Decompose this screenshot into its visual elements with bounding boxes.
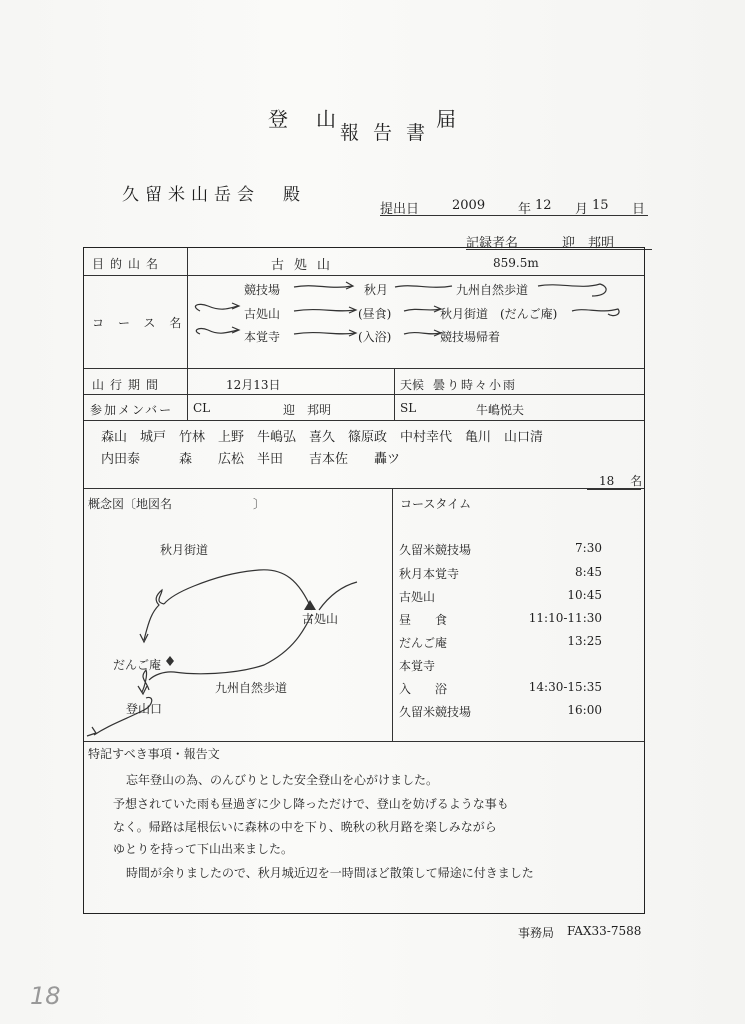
course-label: コース名 xyxy=(92,316,196,330)
members-count xyxy=(587,472,641,490)
divider xyxy=(187,248,188,420)
sl-name: 牛嶋悦夫 xyxy=(476,403,525,417)
office-label: 事務局 xyxy=(518,926,555,940)
weather-value: 曇り時々小雨 xyxy=(433,378,518,392)
coursetime-time: 10:45 xyxy=(567,588,602,602)
submission-label: 提出日 xyxy=(380,202,420,217)
course-arrows xyxy=(190,276,640,368)
weather-label: 天候 xyxy=(400,378,425,392)
recorder-name: 迎 邦明 xyxy=(562,236,615,251)
members-row: 内田泰 森 広松 半田 吉本佐 轟ツ xyxy=(101,452,401,467)
route-path xyxy=(164,570,312,610)
notes-line: 時間が余りましたので、秋月城近辺を一時間ほど散策して帰途に付きました xyxy=(126,866,534,880)
addressee: 久留米山岳会 殿 xyxy=(122,185,306,205)
notes-line: 忘年登山の為、のんびりとした安全登山を心がけました。 xyxy=(126,773,439,787)
period-label: 山行期間 xyxy=(92,378,165,392)
course-step: 秋月街道 (だんご庵) xyxy=(440,307,558,321)
divider xyxy=(84,420,644,421)
office-fax: FAX33-7588 xyxy=(567,924,642,938)
place-dango-an: だんご庵 xyxy=(113,658,162,672)
coursetime-time: 14:30-15:35 xyxy=(528,680,602,694)
course-step: 競技場 xyxy=(244,283,281,297)
coursetime-time: 11:10-11:30 xyxy=(528,611,602,625)
summit-marker xyxy=(304,600,316,610)
submission-day: 15 xyxy=(592,198,609,213)
place-akizuki-kaido: 秋月街道 xyxy=(160,543,209,557)
members-count-value: 18 xyxy=(599,474,615,488)
coursetime-time: 13:25 xyxy=(567,634,602,648)
route-path xyxy=(149,614,312,680)
divider xyxy=(84,368,644,369)
divider xyxy=(84,488,644,489)
title-tozan: 登山 xyxy=(268,107,364,131)
coursetime-place: 久留米競技場 xyxy=(399,543,472,557)
members-label: 参加メンバー xyxy=(90,403,174,417)
course-step: 古処山 xyxy=(244,307,281,321)
course-step: 競技場帰着 xyxy=(440,330,501,344)
coursetime-label: コースタイム xyxy=(400,497,472,511)
submission-year-unit: 年 xyxy=(518,202,532,217)
submission-month-unit: 月 xyxy=(575,202,589,217)
submission-month: 12 xyxy=(535,198,552,213)
divider xyxy=(394,369,395,420)
notes-line: 予想されていた雨も昼過ぎに少し降っただけで、登山を妨げるような事も xyxy=(113,797,509,811)
submission-date xyxy=(380,198,648,216)
notes-line: なく。帰路は尾根伝いに森林の中を下り、晩秋の秋月路を楽しみながら xyxy=(113,820,497,834)
mountain-elevation: 859.5m xyxy=(493,256,539,270)
members-row: 森山 城戸 竹林 上野 牛嶋弘 喜久 篠原政 中村幸代 亀川 山口清 xyxy=(101,430,544,445)
divider xyxy=(392,489,393,741)
coursetime-place: だんご庵 xyxy=(399,636,448,650)
sl-label: SL xyxy=(400,401,417,415)
title-todoke: 届 xyxy=(436,107,484,131)
cl-label: CL xyxy=(193,401,211,415)
coursetime-place: 古処山 xyxy=(399,590,436,604)
course-step: 秋月 xyxy=(364,283,389,297)
place-trailhead: 登山口 xyxy=(126,702,163,716)
submission-year: 2009 xyxy=(452,198,486,213)
divider xyxy=(84,394,644,395)
map-label-end: 〕 xyxy=(253,497,266,511)
place-kosho-yama: 古処山 xyxy=(302,612,339,626)
notes-line: ゆとりを持って下山出来ました。 xyxy=(113,842,294,856)
map-label: 概念図〔地図名 xyxy=(88,497,173,511)
course-step: 九州自然歩道 xyxy=(456,283,529,297)
course-step: (入浴) xyxy=(358,330,392,344)
course-arrow xyxy=(294,286,352,288)
coursetime-time: 16:00 xyxy=(567,703,602,717)
page-mark: 18 xyxy=(30,982,61,1010)
course-step: (昼食) xyxy=(358,307,392,321)
cl-name: 迎 邦明 xyxy=(283,403,332,417)
place-kyushu-trail: 九州自然歩道 xyxy=(215,681,288,695)
recorder-label: 記録者名 xyxy=(466,236,519,251)
coursetime-place: 本覚寺 xyxy=(399,659,436,673)
members-count-unit: 名 xyxy=(630,474,643,488)
coursetime-time: 7:30 xyxy=(575,541,602,555)
coursetime-time: 8:45 xyxy=(575,565,602,579)
mountain-label: 目的山名 xyxy=(92,257,165,271)
coursetime-place: 入 浴 xyxy=(399,682,448,696)
dango-marker xyxy=(166,656,174,666)
coursetime-place: 久留米競技場 xyxy=(399,705,472,719)
course-step: 本覚寺 xyxy=(244,330,281,344)
coursetime-place: 昼 食 xyxy=(399,613,448,627)
submission-day-unit: 日 xyxy=(632,202,646,217)
notes-label: 特記すべき事項・報告文 xyxy=(88,747,220,761)
coursetime-place: 秋月本覚寺 xyxy=(399,567,460,581)
period-value: 12月13日 xyxy=(226,378,281,392)
mountain-name: 古処山 xyxy=(271,258,341,273)
title-hokokusho: 報告書 xyxy=(340,122,440,144)
route-path xyxy=(144,590,164,640)
divider xyxy=(84,741,644,742)
